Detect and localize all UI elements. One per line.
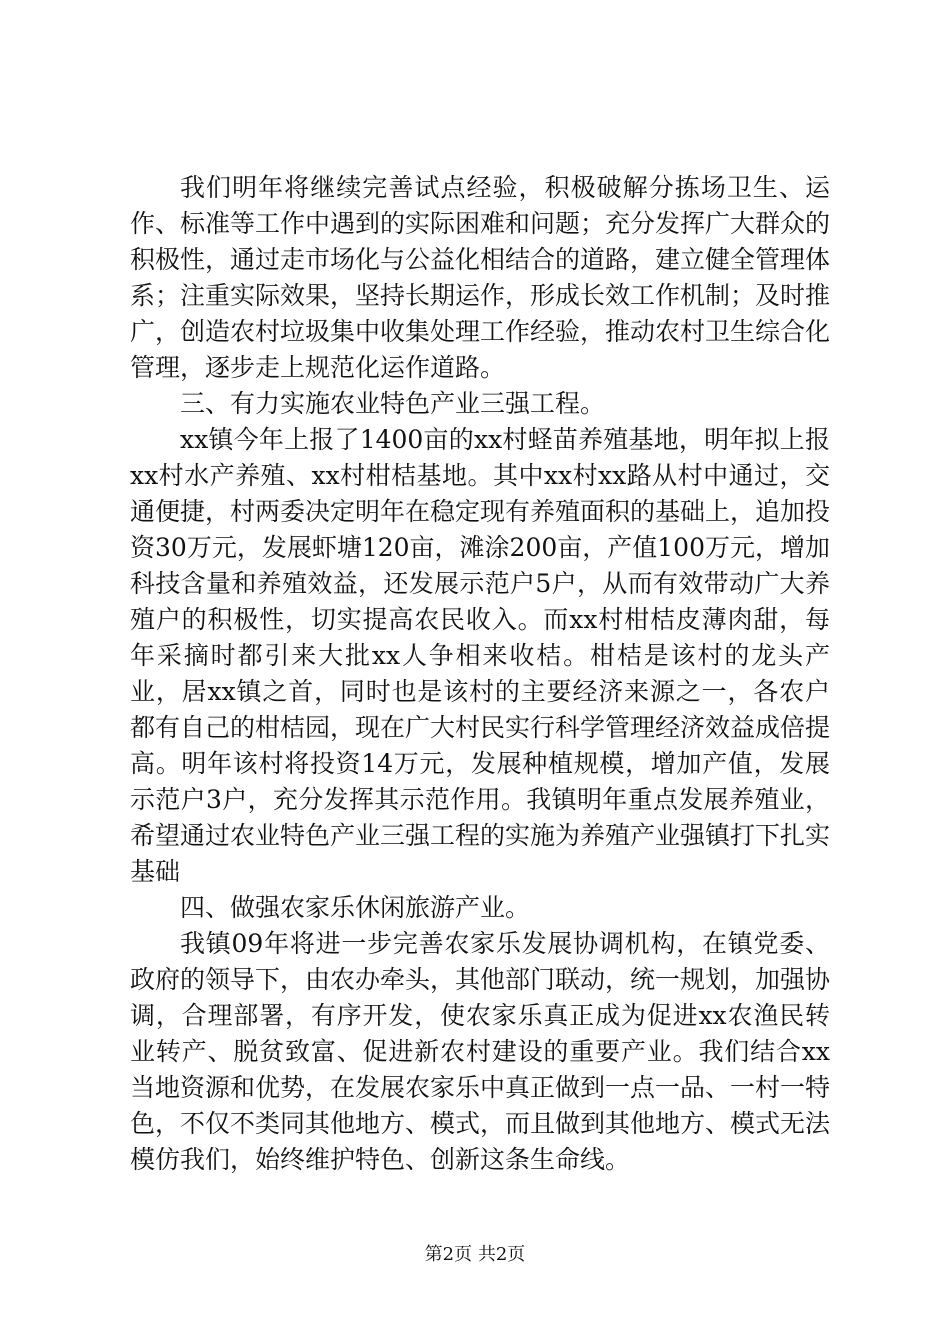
section-heading-tourism: 四、做强农家乐休闲旅游产业。 [180,893,531,922]
section-heading-agriculture: 三、有力实施农业特色产业三强工程。 [180,389,606,418]
paragraph-tourism: 我镇09年将进一步完善农家乐发展协调机构，在镇党委、政府的领导下，由农办牵头，其他部门联动，统一规划，加强协调，合理部署，有序开发，使农家乐真正成为促进xx农渔民转业转产、脱贫致富、促进新农村建设的重要产业。我们结合xx当地资源和优势，在发展农家乐中真正做到一点一品、一村一特色，不仅不类同其他地方、模式，而且做到其他地方、模式无法模仿我们，始终维护特色、创新这条生命线。 [130,929,831,1174]
paragraph-waste-management: 我们明年将继续完善试点经验，积极破解分拣场卫生、运作、标准等工作中遇到的实际困难和问题；充分发挥广大群众的积极性，通过走市场化与公益化相结合的道路，建立健全管理体系；注重实际效果，坚持长期运作，形成长效工作机制；及时推广，创造农村垃圾集中收集处理工作经验，推动农村卫生综合化管理，逐步走上规范化运作道路。 [130,173,831,382]
document-body [130,170,830,1178]
page-number-footer: 第2页 共2页 [424,1244,526,1265]
paragraph-agriculture: xx镇今年上报了1400亩的xx村蛏苗养殖基地，明年拟上报xx村水产养殖、xx村柑桔基地。其中xx村xx路从村中通过，交通便捷，村两委决定明年在稳定现有养殖面积的基础上，追加投资30万元，发展虾塘120亩，滩涂200亩，产值100万元，增加科技含量和养殖效益，还发展示范户5户，从而有效带动广大养殖户的积极性，切实提高农民收入。而xx村柑桔皮薄肉甜，每年采摘时都引来大批xx人争相来收桔。柑桔是该村的龙头产业，居xx镇之首，同时也是该村的主要经济来源之一，各农户都有自己的柑桔园，现在广大村民实行科学管理经济效益成倍提高。明年该村将投资14万元，发展种植规模，增加产值，发展示范户3户，充分发挥其示范作用。我镇明年重点发展养殖业，希望通过农业特色产业三强工程的实施为养殖产业强镇打下扎实基础 [130,425,831,886]
